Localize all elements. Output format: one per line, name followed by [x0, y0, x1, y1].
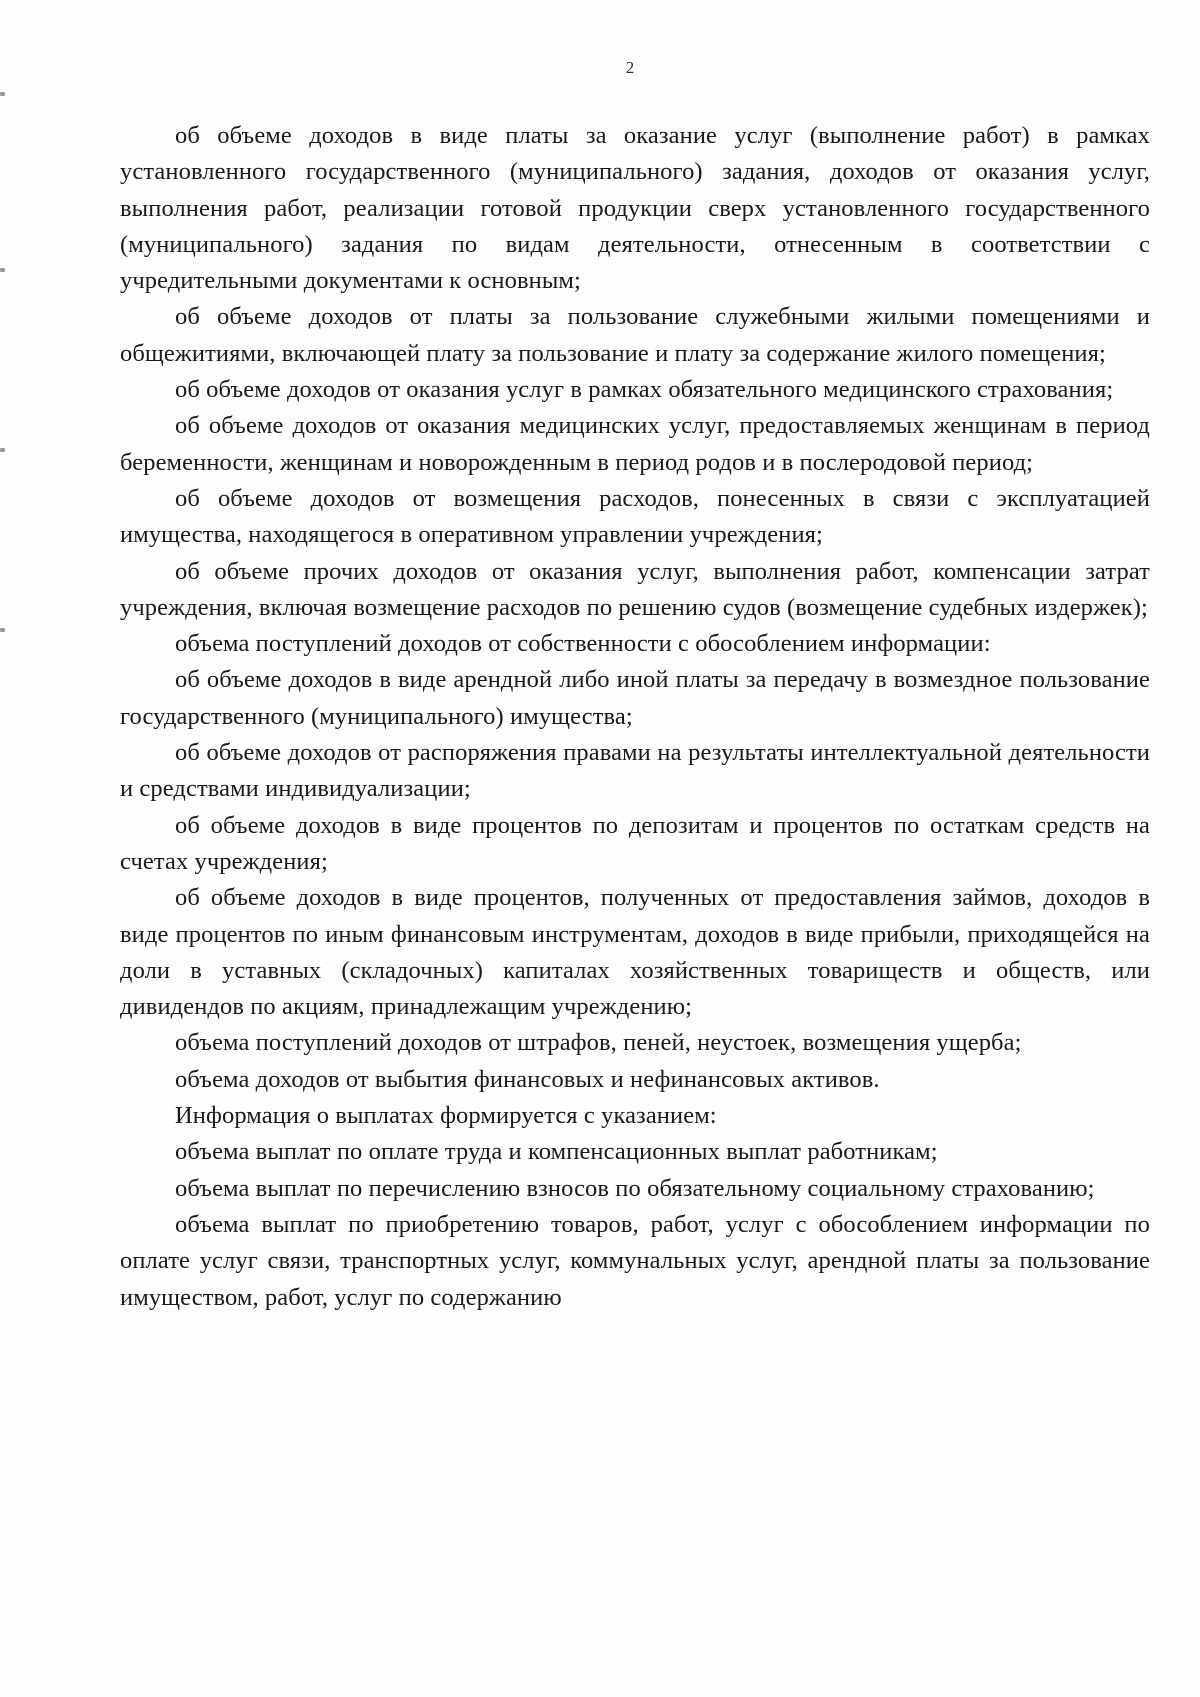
page-number: 2	[625, 58, 635, 77]
scan-edge-mark	[0, 268, 5, 272]
paragraph: об объеме доходов от распоряжения правами на результаты интеллектуальной деятельности и средствами индивидуализации;	[120, 739, 1150, 803]
paragraph: Информация о выплатах формируется с указанием:	[175, 1102, 717, 1130]
paragraph: об объеме прочих доходов от оказания услуг, выполнения работ, компенсации затрат учреждения, включая возмещение расходов по решению судов (возмещение судебных издержек);	[120, 557, 1150, 621]
paragraph: об объеме доходов в виде платы за оказание услуг (выполнение работ) в рамках установленного государственного (муниципального) задания, доходов от оказания услуг, выполнения работ, реализации готовой продукции сверх установленного государственного (муниципального) задания по видам деятельности, отнесенным в соответствии с учредительными документами к основным;	[120, 122, 1150, 295]
paragraph: объема поступлений доходов от собственности с обособлением информации:	[175, 630, 991, 658]
paragraph: об объеме доходов в виде арендной либо иной платы за передачу в возмездное пользование государственного (муниципального) имущества;	[120, 666, 1150, 730]
scan-edge-mark	[0, 92, 5, 96]
paragraph: об объеме доходов от возмещения расходов, понесенных в связи с эксплуатацией имущества, находящегося в оперативном управлении учреждения;	[120, 484, 1150, 549]
paragraph: об объеме доходов от платы за пользование служебными жилыми помещениями и общежитиями, включающей плату за пользование и плату за содержание жилого помещения;	[120, 303, 1150, 367]
paragraph: объема доходов от выбытия финансовых и нефинансовых активов.	[175, 1065, 880, 1093]
scan-edge-mark	[0, 628, 5, 632]
scan-edge-mark	[0, 448, 5, 452]
paragraph: об объеме доходов от оказания медицинских услуг, предоставляемых женщинам в период беременности, женщинам и новорожденным в период родов и в послеродовой период;	[120, 412, 1150, 476]
paragraph: объема поступлений доходов от штрафов, пеней, неустоек, возмещения ущерба;	[175, 1029, 1022, 1057]
paragraph: об объеме доходов в виде процентов, полученных от предоставления займов, доходов в виде процентов по иным финансовым инструментам, доходов в виде прибыли, приходящейся на доли в уставных (складочных) капиталах хозяйственных товариществ и обществ, или дивидендов по акциям, принадлежащим учреждению;	[120, 884, 1150, 1021]
paragraph: объема выплат по перечислению взносов по обязательному социальному страхованию;	[175, 1174, 1095, 1202]
paragraph: объема выплат по оплате труда и компенсационных выплат работникам;	[175, 1138, 938, 1166]
paragraph: объема выплат по приобретению товаров, работ, услуг с обособлением информации по оплате услуг связи, транспортных услуг, коммунальных услуг, арендной платы за пользование имуществом, работ, услуг по содержанию	[120, 1210, 1150, 1311]
paragraph: об объеме доходов в виде процентов по депозитам и процентов по остаткам средств на счетах учреждения;	[120, 811, 1150, 875]
paragraph: об объеме доходов от оказания услуг в рамках обязательного медицинского страхования;	[175, 376, 1114, 404]
document-body	[120, 118, 1150, 1316]
